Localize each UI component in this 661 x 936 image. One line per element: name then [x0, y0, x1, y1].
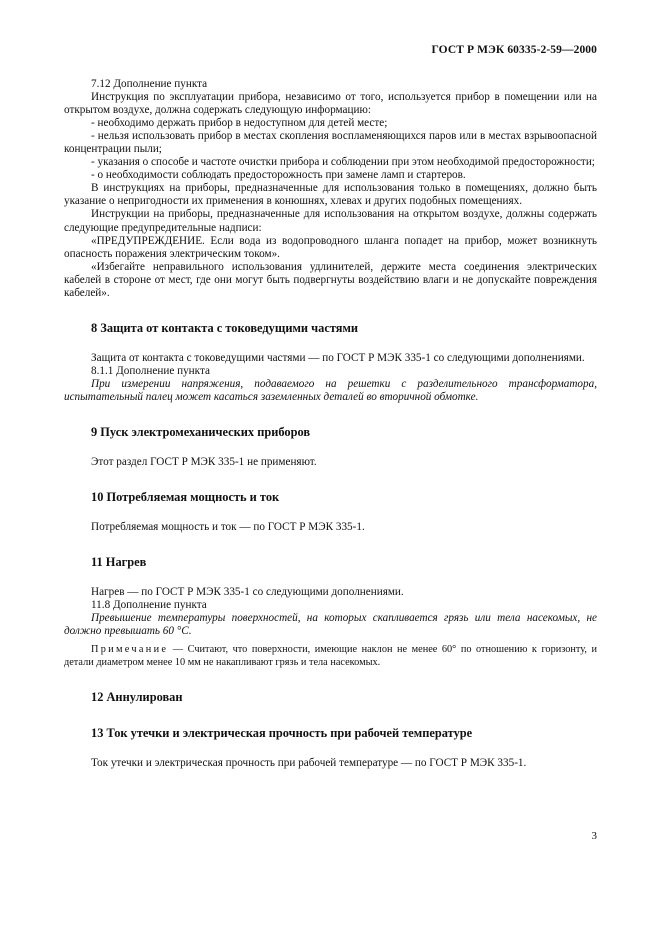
clause-11-8-title: 11.8 Дополнение пункта	[91, 599, 207, 612]
clause-8-1-1-title: 8.1.1 Дополнение пункта	[91, 364, 210, 377]
outdoor-instructions: Инструкции на приборы, предназначенные для использования на открытом воздухе, должны содержать следующие предупредительные надписи:	[64, 208, 597, 234]
clause-11-8-text: Превышение температуры поверхностей, на которых скапливается грязь или тела насекомых, не должно превышать 60 °С.	[64, 612, 597, 638]
section-8-heading: 8 Защита от контакта с токоведущими частями	[91, 320, 359, 335]
section-11-text: Нагрев — по ГОСТ Р МЭК 335-1 со следующими дополнениями.	[91, 586, 404, 599]
clause-7-12-intro: Инструкция по эксплуатации прибора, независимо от того, используется прибор в помещении или на открытом воздухе, должна содержать следующую информацию:	[64, 91, 597, 117]
section-9-text: Этот раздел ГОСТ Р МЭК 335-1 не применяют.	[91, 456, 317, 469]
section-11-heading: 11 Нагрев	[91, 555, 147, 570]
clause-8-1-1-text: При измерении напряжения, подаваемого на решетки с разделительного трансформатора, испытательный палец может касаться заземленных деталей во вторичной обмотке.	[64, 377, 597, 403]
section-12-heading: 12 Аннулирован	[91, 690, 183, 705]
section-9-heading: 9 Пуск электромеханических приборов	[91, 425, 311, 440]
list-item: - нельзя использовать прибор в местах скопления воспламеняющихся паров или в местах взрывоопасной концентрации пыли;	[64, 130, 597, 156]
cables-warning-text: «Избегайте неправильного использования удлинителей, держите места соединения электрических кабелей в стороне от мест, где они могут быть подвергнуты воздействию влаги и не допускайте повреждения кабелей».	[64, 260, 597, 299]
list-item: - необходимо держать прибор в недоступном для детей месте;	[91, 117, 388, 130]
section-8-text: Защита от контакта с токоведущими частями — по ГОСТ Р МЭК 335-1 со следующими дополнениями.	[91, 351, 585, 364]
note-label: Примечание	[91, 644, 169, 656]
warning-text: «ПРЕДУПРЕЖДЕНИЕ. Если вода из водопроводного шланга попадет на прибор, может возникнуть опасность поражения электрическим током».	[64, 234, 597, 260]
note-text: — Считают, что поверхности, имеющие наклон не менее 60° по отношению к горизонту, и детали диаметром менее 10 мм не накапливают грязь и тела насекомых.	[64, 644, 597, 668]
page-content	[64, 78, 597, 770]
section-10-text: Потребляемая мощность и ток — по ГОСТ Р МЭК 335-1.	[91, 521, 365, 534]
note	[64, 644, 597, 669]
page-number: 3	[591, 830, 597, 842]
section-10-heading: 10 Потребляемая мощность и ток	[91, 490, 280, 505]
list-item: - указания о способе и частоте очистки прибора и соблюдении при этом необходимой предосторожности;	[91, 156, 595, 169]
section-13-text: Ток утечки и электрическая прочность при рабочей температуре — по ГОСТ Р МЭК 335-1.	[91, 756, 527, 769]
document-header: ГОСТ Р МЭК 60335-2-59—2000	[431, 44, 597, 56]
clause-7-12-title: 7.12 Дополнение пункта	[91, 78, 208, 90]
indoor-instructions: В инструкциях на приборы, предназначенные для использования только в помещениях, должно быть указание о непригодности их применения в конюшнях, хлевах и других подобных помещениях.	[64, 182, 597, 208]
section-13-heading: 13 Ток утечки и электрическая прочность при рабочей температуре	[91, 725, 473, 740]
list-item: - о необходимости соблюдать предосторожность при замене ламп и стартеров.	[91, 169, 466, 182]
